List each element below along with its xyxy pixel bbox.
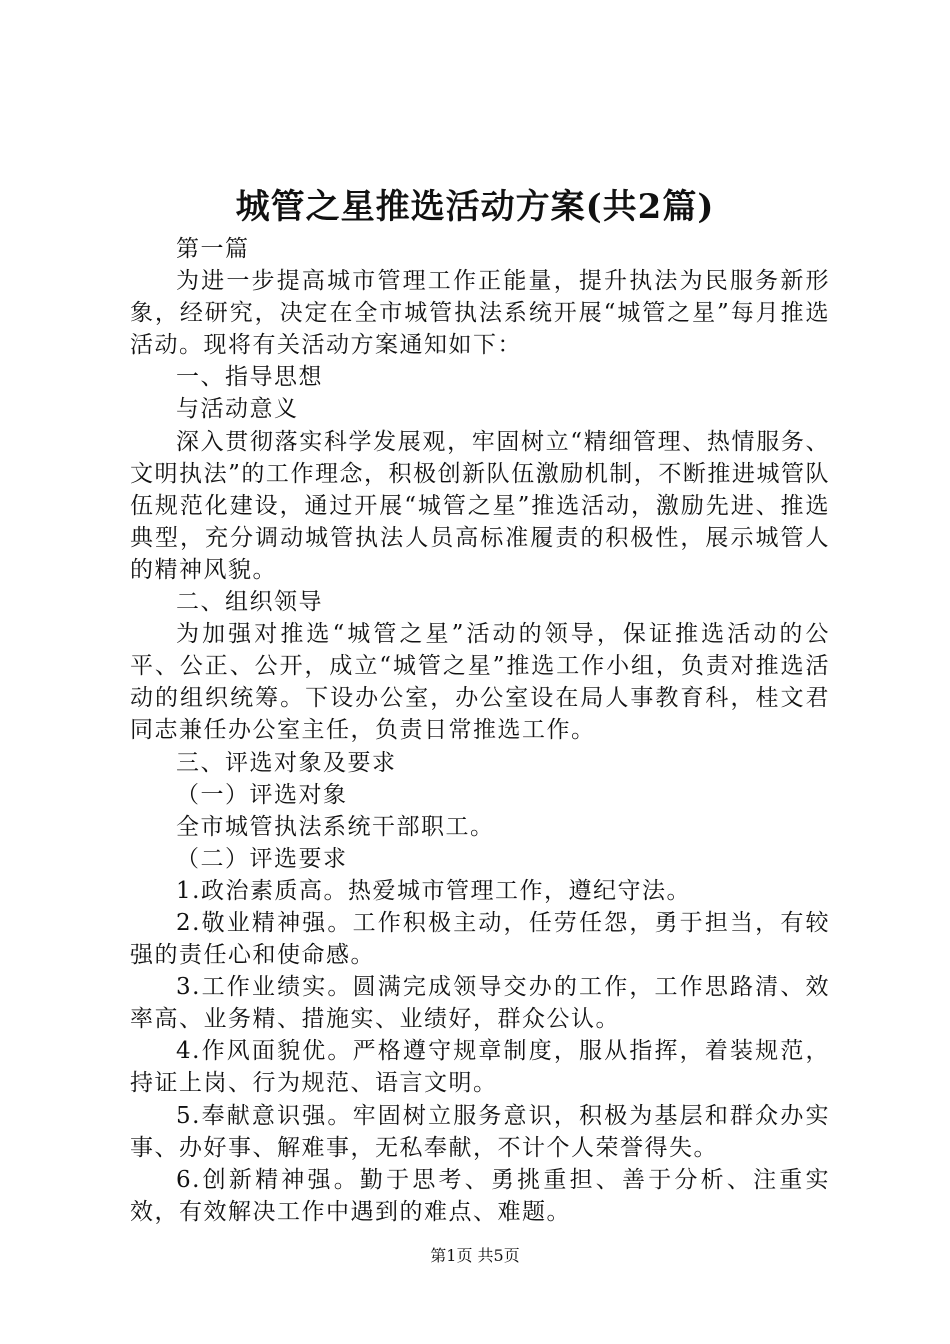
body-paragraph: 6.创新精神强。勤于思考、勇挑重担、善于分析、注重实效，有效解决工作中遇到的难点、难题。 <box>130 1166 830 1225</box>
body-paragraph: 5.奉献意识强。牢固树立服务意识，积极为基层和群众办实事、办好事、解难事，无私奉献，不计个人荣誉得失。 <box>130 1102 830 1161</box>
body-paragraph: 3.工作业绩实。圆满完成领导交办的工作，工作思路清、效率高、业务精、措施实、业绩好，群众公认。 <box>130 974 830 1033</box>
body-paragraph: 为加强对推选“城管之星”活动的领导，保证推选活动的公平、公正、公开，成立“城管之星”推选工作小组，负责对推选活动的组织统筹。下设办公室，办公室设在局人事教育科，桂文君同志兼任办公室主任，负责日常推选工作。 <box>130 621 830 744</box>
body-paragraph: 深入贯彻落实科学发展观，牢固树立“精细管理、热情服务、文明执法”的工作理念，积极创新队伍激励机制，不断推进城管队伍规范化建设，通过开展“城管之星”推选活动，激励先进、推选典型，充分调动城管执法人员高标准履责的积极性，展示城管人的精神风貌。 <box>130 428 830 583</box>
page-footer: 第1页 共5页 <box>430 1246 520 1265</box>
section-heading: （二）评选要求 <box>176 845 348 872</box>
document-body <box>130 233 830 1228</box>
section-heading: 一、指导思想 <box>176 364 323 391</box>
body-paragraph: 为进一步提高城市管理工作正能量，提升执法为民服务新形象，经研究，决定在全市城管执法系统开展“城管之星”每月推选活动。现将有关活动方案通知如下： <box>130 268 830 359</box>
section-heading: 与活动意义 <box>176 396 299 423</box>
section-heading: 第一篇 <box>176 236 250 262</box>
section-heading: （一）评选对象 <box>176 781 348 808</box>
document-title: 城管之星推选活动方案(共2篇) <box>235 187 715 227</box>
section-heading: 三、评选对象及要求 <box>176 749 397 776</box>
section-heading: 二、组织领导 <box>176 589 323 616</box>
body-paragraph: 1.政治素质高。热爱城市管理工作，遵纪守法。 <box>176 877 691 904</box>
body-paragraph: 4.作风面貌优。严格遵守规章制度，服从指挥，着装规范，持证上岗、行为规范、语言文明。 <box>130 1038 830 1097</box>
body-paragraph: 2.敬业精神强。工作积极主动，任劳任怨，勇于担当，有较强的责任心和使命感。 <box>130 909 830 969</box>
section-heading: 全市城管执法系统干部职工。 <box>176 813 495 840</box>
